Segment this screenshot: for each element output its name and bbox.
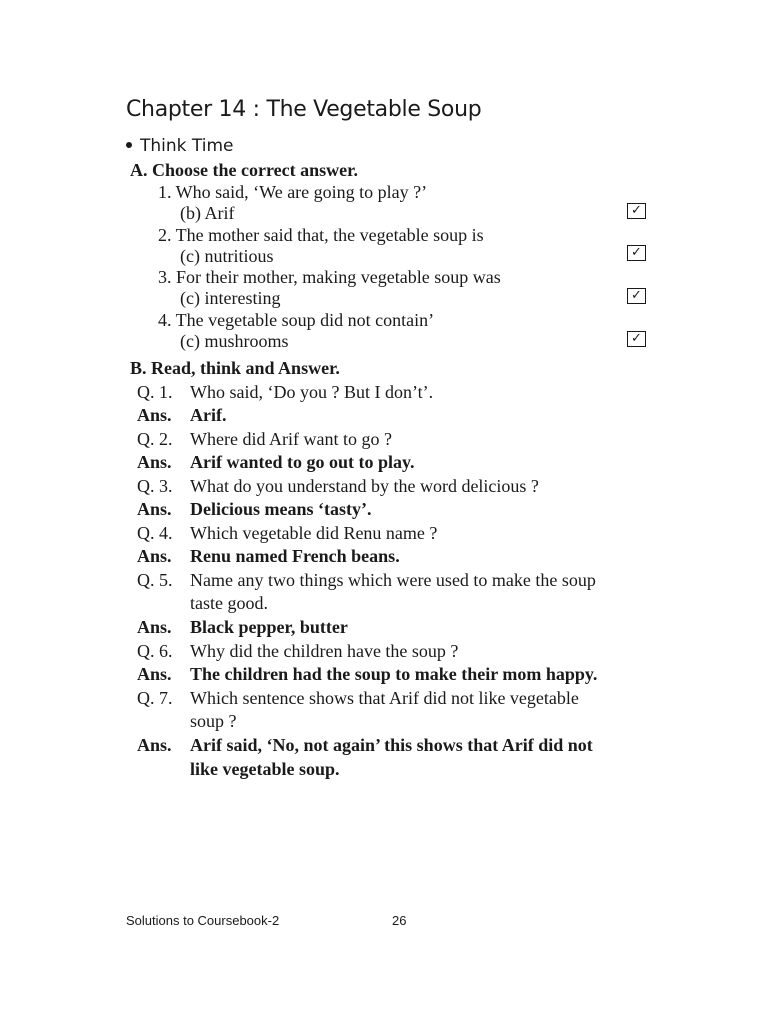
answer-text: Arif said, ‘No, not again’ this shows that Arif did not (190, 735, 593, 755)
answer-label: Ans. (137, 735, 172, 755)
mcq-answer-1: (b) Arif (180, 203, 235, 223)
question-label: Q. 6. (137, 641, 173, 661)
chapter-title: Chapter 14 : The Vegetable Soup (126, 97, 482, 122)
checkbox-tick-icon: ✓ (627, 331, 646, 347)
answer-label: Ans. (137, 664, 172, 684)
question-text: Name any two things which were used to make the soup (190, 570, 596, 590)
answer-text: Delicious means ‘tasty’. (190, 499, 372, 519)
think-time-subheading (126, 136, 234, 156)
mcq-answer-4: (c) mushrooms (180, 331, 289, 351)
mcq-answer-2: (c) nutritious (180, 246, 274, 266)
question-text: What do you understand by the word delicious ? (190, 476, 539, 496)
question-label: Q. 3. (137, 476, 173, 496)
answer-text: Renu named French beans. (190, 546, 400, 566)
answer-text: Arif. (190, 405, 227, 425)
mcq-answer-3: (c) interesting (180, 288, 281, 308)
answer-label: Ans. (137, 617, 172, 637)
subheading-text: Think Time (140, 136, 234, 156)
question-text: Where did Arif want to go ? (190, 429, 392, 449)
bullet-icon (126, 142, 132, 148)
answer-text-continued: like vegetable soup. (190, 759, 340, 779)
section-b-heading: B. Read, think and Answer. (130, 358, 340, 378)
answer-label: Ans. (137, 405, 172, 425)
question-text: Who said, ‘Do you ? But I don’t’. (190, 382, 434, 402)
answer-label: Ans. (137, 499, 172, 519)
question-text: Which vegetable did Renu name ? (190, 523, 438, 543)
question-label: Q. 2. (137, 429, 173, 449)
section-a-heading: A. Choose the correct answer. (130, 160, 358, 180)
mcq-question-1: 1. Who said, ‘We are going to play ?’ (158, 182, 428, 202)
answer-text: The children had the soup to make their mom happy. (190, 664, 598, 684)
footer-book-title: Solutions to Coursebook-2 (126, 913, 280, 928)
page-number: 26 (392, 913, 407, 928)
question-text: Why did the children have the soup ? (190, 641, 459, 661)
answer-text: Arif wanted to go out to play. (190, 452, 415, 472)
question-label: Q. 7. (137, 688, 173, 708)
mcq-question-4: 4. The vegetable soup did not contain’ (158, 310, 435, 330)
answer-label: Ans. (137, 452, 172, 472)
checkbox-tick-icon: ✓ (627, 245, 646, 261)
checkbox-tick-icon: ✓ (627, 203, 646, 219)
mcq-question-3: 3. For their mother, making vegetable soup was (158, 267, 501, 287)
answer-text: Black pepper, butter (190, 617, 348, 637)
question-label: Q. 4. (137, 523, 173, 543)
question-text: Which sentence shows that Arif did not like vegetable (190, 688, 579, 708)
answer-label: Ans. (137, 546, 172, 566)
question-label: Q. 5. (137, 570, 173, 590)
question-text-continued: soup ? (190, 711, 237, 731)
question-text-continued: taste good. (190, 593, 268, 613)
checkbox-tick-icon: ✓ (627, 288, 646, 304)
mcq-question-2: 2. The mother said that, the vegetable soup is (158, 225, 484, 245)
question-label: Q. 1. (137, 382, 173, 402)
